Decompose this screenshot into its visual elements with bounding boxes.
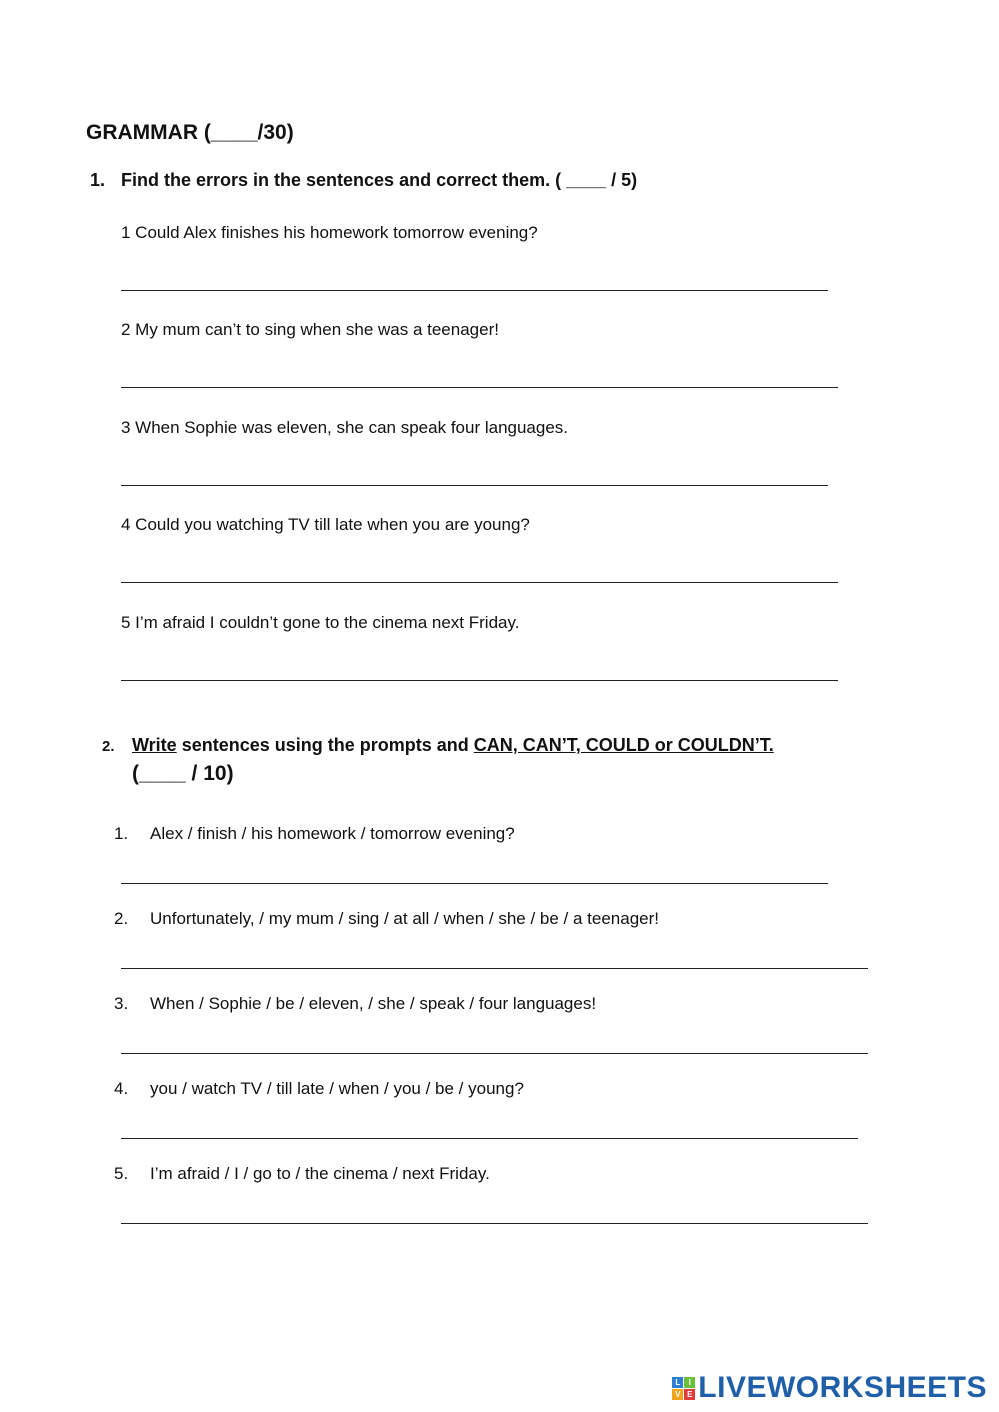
prompt-1 xyxy=(114,824,515,844)
prompt-1-number: 1. xyxy=(114,824,129,843)
prompt-2-number: 2. xyxy=(114,909,129,928)
logo-text: LIVEWORKSHEETS xyxy=(698,1371,987,1404)
logo-square-l: L xyxy=(672,1377,683,1388)
prompt-2 xyxy=(114,909,659,929)
answer-line-1-5[interactable] xyxy=(121,680,838,681)
section2-heading-middle: sentences using the prompts and xyxy=(176,735,474,755)
section1-heading xyxy=(90,170,637,191)
logo-mark-icon xyxy=(672,1377,695,1400)
prompt-4 xyxy=(114,1079,524,1099)
logo-square-e: E xyxy=(684,1389,695,1400)
logo-square-i: I xyxy=(684,1377,695,1388)
error-sentence-3: 3 When Sophie was eleven, she can speak four languages. xyxy=(121,418,569,437)
prompt-4-text: you / watch TV / till late / when / you / be / young? xyxy=(150,1079,524,1098)
answer-line-2-3[interactable] xyxy=(121,1053,868,1054)
section2-score: (____ / 10) xyxy=(132,762,234,785)
prompt-3-text: When / Sophie / be / eleven, / she / speak / four languages! xyxy=(150,994,597,1013)
prompt-2-text: Unfortunately, / my mum / sing / at all / when / she / be / a teenager! xyxy=(150,909,659,928)
prompt-3-number: 3. xyxy=(114,994,129,1013)
answer-line-2-4[interactable] xyxy=(121,1138,858,1139)
prompt-1-text: Alex / finish / his homework / tomorrow evening? xyxy=(150,824,515,843)
answer-line-2-5[interactable] xyxy=(121,1223,868,1224)
section2-number: 2. xyxy=(102,738,115,755)
section1-heading-text: Find the errors in the sentences and correct them. ( ____ / 5) xyxy=(121,170,638,190)
error-sentence-2: 2 My mum can’t to sing when she was a teenager! xyxy=(121,320,499,339)
section1-number: 1. xyxy=(90,170,106,190)
worksheet-title: GRAMMAR (____/30) xyxy=(86,121,294,144)
error-sentence-4: 4 Could you watching TV till late when you are young? xyxy=(121,515,530,534)
section2-heading-modals: CAN, CAN’T, COULD or COULDN’T. xyxy=(473,735,774,755)
prompt-3 xyxy=(114,994,596,1014)
answer-line-2-1[interactable] xyxy=(121,883,828,884)
error-sentence-5: 5 I’m afraid I couldn’t gone to the cinema next Friday. xyxy=(121,613,520,632)
logo-square-v: V xyxy=(672,1389,683,1400)
answer-line-1-2[interactable] xyxy=(121,387,838,388)
error-sentence-1: 1 Could Alex finishes his homework tomorrow evening? xyxy=(121,223,538,242)
answer-line-1-4[interactable] xyxy=(121,582,838,583)
answer-line-1-3[interactable] xyxy=(121,485,828,486)
section2-heading-write: Write xyxy=(132,735,177,755)
section2-heading xyxy=(102,735,774,756)
prompt-5 xyxy=(114,1164,490,1184)
prompt-5-number: 5. xyxy=(114,1164,129,1183)
answer-line-2-2[interactable] xyxy=(121,968,868,969)
answer-line-1-1[interactable] xyxy=(121,290,828,291)
prompt-5-text: I’m afraid / I / go to / the cinema / next Friday. xyxy=(150,1164,490,1183)
prompt-4-number: 4. xyxy=(114,1079,129,1098)
liveworksheets-logo xyxy=(672,1371,987,1405)
